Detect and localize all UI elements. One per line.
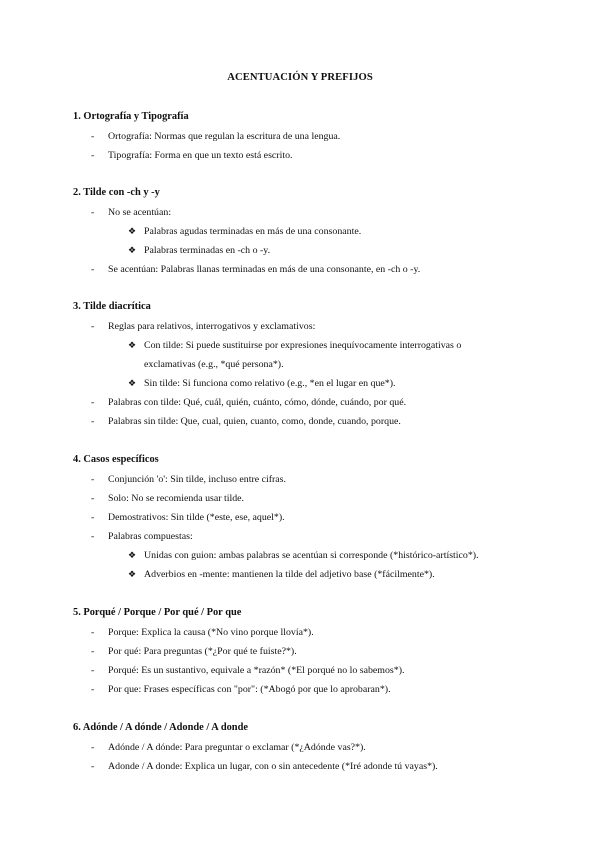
bullet-dash: - [91,207,95,218]
list-item: Porqué: Es un sustantivo, equivale a *razón* (*El porqué no lo sabemos*). [108,665,405,676]
bullet-dash: - [91,627,95,638]
sub-list-item: Palabras terminadas en -ch o -y. [144,245,271,256]
list-item: Conjunción 'o': Sin tilde, incluso entre cifras. [108,474,286,485]
bullet-dash: - [91,742,95,753]
bullet-dash: - [91,512,95,523]
sub-list-item: Con tilde: Si puede sustituirse por expresiones inequívocamente interrogativas o [144,340,462,351]
diamond-bullet-icon: ❖ [128,340,137,350]
bullet-dash: - [91,150,95,161]
sub-list-item: Palabras agudas terminadas en más de una consonante. [144,226,362,237]
list-item: Tipografía: Forma en que un texto está escrito. [108,150,293,161]
list-item: Por que: Frases específicas con "por": (*Abogó por que lo aprobaran*). [108,684,391,695]
sub-list-item: Sin tilde: Si funciona como relativo (e.g., *en el lugar en que*). [144,378,396,389]
sub-list-item: Unidas con guion: ambas palabras se acentúan si corresponde (*histórico-artístico*). [144,550,479,561]
bullet-dash: - [91,131,95,142]
section-heading: 4. Casos específicos [73,454,159,465]
bullet-dash: - [91,264,95,275]
document-title: ACENTUACIÓN Y PREFIJOS [227,72,373,83]
list-item: Porque: Explica la causa (*No vino porque llovía*). [108,627,314,638]
section-heading: 6. Adónde / A dónde / Adonde / A donde [73,722,248,733]
list-item: Palabras sin tilde: Que, cual, quien, cuanto, como, donde, cuando, porque. [108,416,401,427]
bullet-dash: - [91,416,95,427]
sub-list-item-continuation: exclamativas (e.g., *qué persona*). [144,359,284,370]
list-item: Ortografía: Normas que regulan la escritura de una lengua. [108,131,341,142]
diamond-bullet-icon: ❖ [128,569,137,579]
list-item: Palabras con tilde: Qué, cuál, quién, cuánto, cómo, dónde, cuándo, por qué. [108,397,407,408]
bullet-dash: - [91,493,95,504]
section-heading: 3. Tilde diacrítica [73,301,151,312]
bullet-dash: - [91,397,95,408]
diamond-bullet-icon: ❖ [128,245,137,255]
list-item: Solo: No se recomienda usar tilde. [108,493,245,504]
bullet-dash: - [91,474,95,485]
list-item: Se acentúan: Palabras llanas terminadas en más de una consonante, en -ch o -y. [108,264,421,275]
bullet-dash: - [91,665,95,676]
list-item: No se acentúan: [108,207,172,218]
diamond-bullet-icon: ❖ [128,550,137,560]
list-item: Palabras compuestas: [108,531,193,542]
bullet-dash: - [91,321,95,332]
bullet-dash: - [91,646,95,657]
diamond-bullet-icon: ❖ [128,226,137,236]
bullet-dash: - [91,684,95,695]
diamond-bullet-icon: ❖ [128,378,137,388]
list-item: Por qué: Para preguntas (*¿Por qué te fuiste?*). [108,646,297,657]
bullet-dash: - [91,531,95,542]
bullet-dash: - [91,761,95,772]
section-heading: 5. Porqué / Porque / Por qué / Por que [73,607,242,618]
list-item: Demostrativos: Sin tilde (*este, ese, aquel*). [108,512,285,523]
list-item: Adonde / A donde: Explica un lugar, con o sin antecedente (*Iré adonde tú vayas*). [108,761,438,772]
list-item: Reglas para relativos, interrogativos y exclamativos: [108,321,316,332]
section-heading: 2. Tilde con -ch y -y [73,187,160,198]
list-item: Adónde / A dónde: Para preguntar o exclamar (*¿Adónde vas?*). [108,742,366,753]
section-heading: 1. Ortografía y Tipografía [73,111,189,122]
sub-list-item: Adverbios en -mente: mantienen la tilde del adjetivo base (*fácilmente*). [144,569,435,580]
